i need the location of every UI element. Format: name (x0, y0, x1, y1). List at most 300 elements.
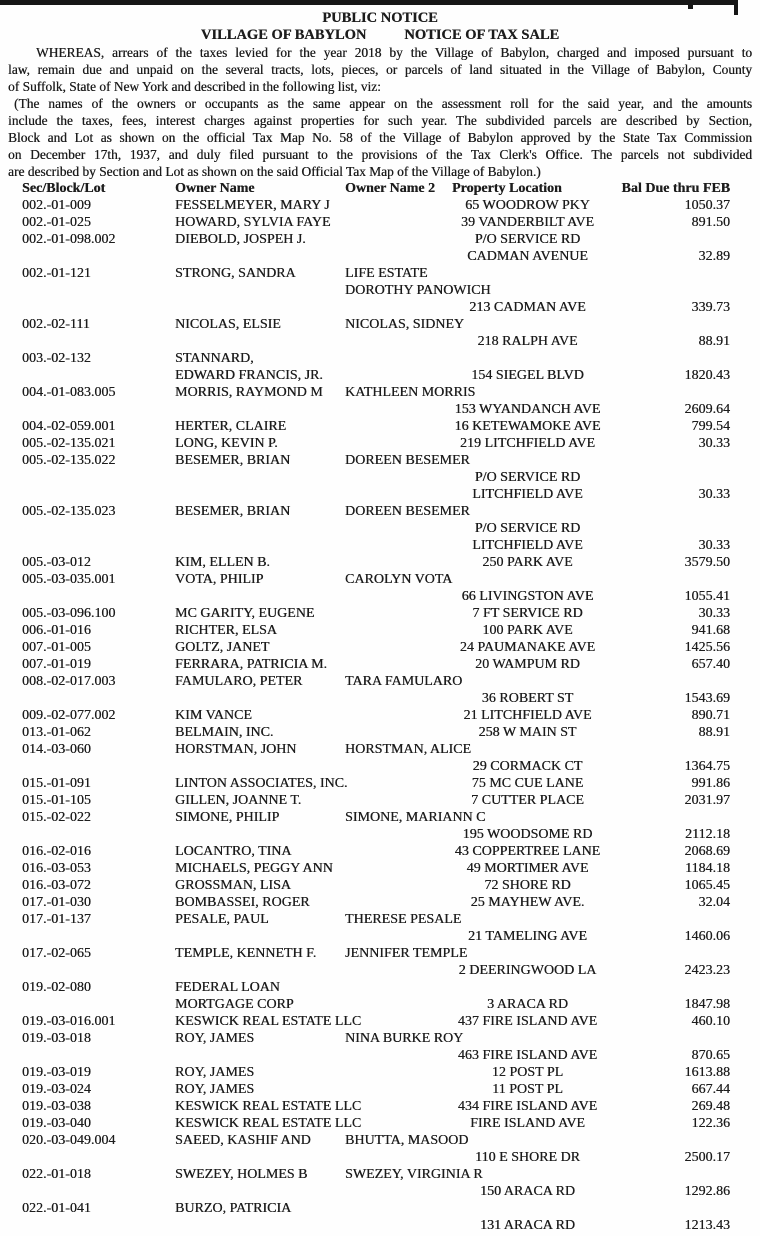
owner2-cell (345, 724, 440, 741)
location-cell: 195 WOODSOME RD (462, 827, 593, 842)
owner2-cell (345, 1183, 440, 1200)
lot-cell: 005.-03-096.100 (22, 606, 116, 621)
lot-cell: 016.-03-053 (22, 861, 91, 876)
paragraph-line: are described by Section and Lot as shown on the said Official Tax Map of the Village of Babylon.) (8, 164, 541, 179)
table-row (22, 1013, 730, 1030)
owner2-cell: TARA FAMULARO (345, 674, 463, 689)
balance-cell (615, 384, 730, 401)
owner2-cell: THERESE PESALE (345, 912, 462, 927)
balance-cell (615, 673, 730, 690)
owner-cell: MORTGAGE CORP (175, 997, 294, 1012)
location-cell: 75 MC CUE LANE (471, 776, 584, 791)
owner-cell: KIM, ELLEN B. (175, 555, 270, 570)
lot-cell: 003.-02-132 (22, 351, 91, 366)
location-cell (440, 384, 615, 401)
location-cell: P/O SERVICE RD (474, 521, 581, 536)
balance-cell: 1184.18 (685, 861, 730, 876)
lot-cell: 015.-01-105 (22, 793, 91, 808)
owner-cell: MC GARITY, EUGENE (175, 606, 315, 621)
balance-cell (615, 571, 730, 588)
owner2-cell (345, 928, 440, 945)
lot-cell: 019.-03-016.001 (22, 1014, 116, 1029)
owner2-cell (345, 469, 440, 486)
table-row (22, 384, 730, 401)
owner-cell: NICOLAS, ELSIE (175, 317, 281, 332)
table-row (22, 673, 730, 690)
lot-cell (22, 401, 175, 418)
owner2-cell (345, 588, 440, 605)
owner2-cell (345, 435, 440, 452)
location-cell: 39 VANDERBILT AVE (460, 215, 595, 230)
location-cell (440, 1132, 615, 1149)
lot-cell (22, 1047, 175, 1064)
balance-cell: 3579.50 (684, 555, 730, 570)
location-cell (440, 452, 615, 469)
owner-cell (175, 758, 345, 775)
owner2-cell (345, 486, 440, 503)
lot-cell: 014.-03-060 (22, 742, 91, 757)
owner-cell: BELMAIN, INC. (175, 725, 274, 740)
location-cell: 218 RALPH AVE (477, 334, 578, 349)
balance-cell (615, 945, 730, 962)
owner2-cell: SWEZEY, VIRGINIA R (345, 1167, 483, 1182)
balance-cell: 269.48 (691, 1099, 730, 1114)
owner-cell: BURZO, PATRICIA (175, 1201, 292, 1216)
location-cell (440, 809, 615, 826)
lot-cell: 022.-01-018 (22, 1167, 91, 1182)
location-cell: 258 W MAIN ST (478, 725, 577, 740)
owner2-cell (345, 996, 440, 1013)
balance-cell: 30.33 (698, 538, 730, 553)
lot-cell (22, 299, 175, 316)
owner-cell: ROY, JAMES (175, 1065, 255, 1080)
table-row (22, 1030, 730, 1047)
paragraph-line: include the taxes, fees, interest charges against properties for such year. The subdivided parcels are described by Section, (8, 113, 752, 128)
owner-cell (175, 826, 345, 843)
location-cell: 434 FIRE ISLAND AVE (457, 1099, 598, 1114)
table-row (22, 877, 730, 894)
lot-cell (22, 282, 175, 299)
owner2-cell (345, 554, 440, 571)
location-cell: 66 LIVINGSTON AVE (461, 589, 594, 604)
owner-cell (175, 282, 345, 299)
lot-cell: 013.-01-062 (22, 725, 91, 740)
lot-cell (22, 1149, 175, 1166)
owner2-cell: KATHLEEN MORRIS (345, 385, 476, 400)
lot-cell (22, 469, 175, 486)
lot-cell: 016.-03-072 (22, 878, 91, 893)
owner2-cell: DOREEN BESEMER (345, 453, 470, 468)
balance-cell: 2068.69 (684, 844, 730, 859)
table-row (22, 350, 730, 367)
owner-cell: VOTA, PHILIP (175, 572, 264, 587)
balance-cell: 1460.06 (684, 929, 730, 944)
table-row (22, 554, 730, 571)
balance-cell: 32.89 (698, 249, 730, 264)
location-cell: 463 FIRE ISLAND AVE (457, 1048, 598, 1063)
table-row (22, 571, 730, 588)
lot-cell: 008.-02-017.003 (22, 674, 116, 689)
owner-cell (175, 962, 345, 979)
owner2-cell (345, 860, 440, 877)
table-row (22, 520, 730, 537)
owner-cell: TEMPLE, KENNETH F. (175, 946, 317, 961)
owner-cell (175, 690, 345, 707)
lot-cell: 005.-02-135.023 (22, 504, 116, 519)
balance-cell: 941.68 (691, 623, 730, 638)
balance-cell (615, 503, 730, 520)
owner2-cell (345, 520, 440, 537)
lot-cell: 019.-03-019 (22, 1065, 91, 1080)
balance-cell: 460.10 (691, 1014, 730, 1029)
table-row (22, 316, 730, 333)
location-cell (440, 673, 615, 690)
owner2-cell (345, 401, 440, 418)
owner-cell (175, 1183, 345, 1200)
table-row (22, 401, 730, 418)
location-cell: 131 ARACA RD (480, 1218, 575, 1233)
location-cell: 65 WOODROW PKY (465, 198, 590, 213)
location-cell (440, 1166, 615, 1183)
owner-cell: LINTON ASSOCIATES, INC. (175, 776, 348, 791)
table-row (22, 911, 730, 928)
table-row (22, 248, 730, 265)
location-cell: 21 LITCHFIELD AVE (463, 708, 592, 723)
balance-cell: 1820.43 (684, 368, 730, 383)
owner-cell: ROY, JAMES (175, 1031, 255, 1046)
table-row (22, 996, 730, 1013)
location-cell (440, 741, 615, 758)
table-row (22, 928, 730, 945)
table-row (22, 537, 730, 554)
balance-cell (615, 1030, 730, 1047)
paragraph-line: law, remain due and unpaid on the several tracts, lots, pieces, or parcels of land situated in the Village of Babylon, County (8, 62, 752, 77)
balance-cell: 1543.69 (684, 691, 730, 706)
lot-cell: 020.-03-049.004 (22, 1133, 116, 1148)
table-row (22, 1047, 730, 1064)
table-row (22, 1200, 730, 1217)
location-cell (440, 265, 615, 282)
location-cell: 36 ROBERT ST (481, 691, 574, 706)
owner-cell: PESALE, PAUL (175, 912, 269, 927)
balance-cell: 1613.88 (684, 1065, 730, 1080)
owner-cell (175, 333, 345, 350)
owner-cell: STRONG, SANDRA (175, 266, 296, 281)
owner2-cell: DOREEN BESEMER (345, 504, 470, 519)
balance-cell: 1847.98 (684, 997, 730, 1012)
owner-cell (175, 1149, 345, 1166)
location-cell (440, 1200, 615, 1217)
column-divider-tick (688, 0, 693, 9)
lot-cell (22, 1217, 175, 1234)
balance-cell: 991.86 (691, 776, 730, 791)
lot-cell: 006.-01-016 (22, 623, 91, 638)
notice-paragraph (8, 44, 752, 95)
lot-cell: 002.-02-111 (22, 317, 90, 332)
owner-cell (175, 486, 345, 503)
table-row (22, 1115, 730, 1132)
owner2-cell (345, 775, 440, 792)
lot-cell: 009.-02-077.002 (22, 708, 116, 723)
location-cell: 7 CUTTER PLACE (471, 793, 584, 808)
table-row (22, 282, 730, 299)
owner-cell: DIEBOLD, JOSPEH J. (175, 232, 306, 247)
table-row (22, 469, 730, 486)
notice-subtitle (0, 27, 760, 44)
owner-cell (175, 537, 345, 554)
table-row (22, 299, 730, 316)
table-row (22, 707, 730, 724)
location-cell: 43 COPPERTREE LANE (454, 844, 601, 859)
table-row (22, 214, 730, 231)
paragraph-line: WHEREAS, arrears of the taxes levied for the year 2018 by the Village of Babylon, charged and imposed pursuant to (36, 45, 752, 60)
lot-cell: 002.-01-025 (22, 215, 91, 230)
balance-cell (615, 1200, 730, 1217)
location-cell (440, 350, 615, 367)
location-cell: 24 PAUMANAKE AVE (459, 640, 596, 655)
location-cell: 7 FT SERVICE RD (472, 606, 583, 621)
location-cell: 16 KETEWAMOKE AVE (454, 419, 601, 434)
table-row (22, 945, 730, 962)
lot-cell (22, 588, 175, 605)
lot-cell: 019.-03-040 (22, 1116, 91, 1131)
table-row (22, 452, 730, 469)
location-cell: 153 WYANDANCH AVE (454, 402, 601, 417)
owner-cell (175, 1047, 345, 1064)
table-row (22, 894, 730, 911)
location-cell: 21 TAMELING AVE (468, 929, 587, 944)
page-top-border-rule (0, 0, 738, 5)
owner2-cell: JENNIFER TEMPLE (345, 946, 468, 961)
owner2-cell (345, 792, 440, 809)
balance-cell: 2500.17 (684, 1150, 730, 1165)
owner2-cell: SIMONE, MARIANN C (345, 810, 486, 825)
table-row (22, 1064, 730, 1081)
balance-cell: 1364.75 (684, 759, 730, 774)
lot-cell: 019.-03-038 (22, 1099, 91, 1114)
lot-cell: 005.-03-012 (22, 555, 91, 570)
balance-cell: 870.65 (691, 1048, 730, 1063)
owner2-cell: LIFE ESTATE (345, 266, 428, 281)
balance-cell (615, 350, 730, 367)
owner2-cell: CAROLYN VOTA (345, 572, 453, 587)
owner-cell: KIM VANCE (175, 708, 252, 723)
location-cell: 154 SIEGEL BLVD (471, 368, 584, 383)
owner-cell: HERTER, CLAIRE (175, 419, 287, 434)
table-row (22, 231, 730, 248)
owner-cell (175, 299, 345, 316)
paragraph-line: of Suffolk, State of New York and described in the following list, viz: (8, 79, 381, 94)
table-row (22, 860, 730, 877)
location-cell: 219 LITCHFIELD AVE (459, 436, 596, 451)
owner-cell: LONG, KEVIN P. (175, 436, 278, 451)
lot-cell: 002.-01-121 (22, 266, 91, 281)
notice-subtitle-municipality: VILLAGE OF BABYLON (200, 27, 367, 43)
owner-cell (175, 928, 345, 945)
lot-cell (22, 962, 175, 979)
owner-cell: FERRARA, PATRICIA M. (175, 657, 327, 672)
lot-cell: 002.-01-009 (22, 198, 91, 213)
lot-cell (22, 486, 175, 503)
location-cell (440, 571, 615, 588)
table-row (22, 690, 730, 707)
lot-cell: 005.-03-035.001 (22, 572, 116, 587)
owner2-cell (345, 843, 440, 860)
owner-cell: BESEMER, BRIAN (175, 504, 291, 519)
balance-cell: 30.33 (698, 606, 730, 621)
location-cell: 11 POST PL (492, 1082, 563, 1097)
owner2-cell (345, 826, 440, 843)
owner2-cell (345, 1013, 440, 1030)
owner-cell: STANNARD, (175, 351, 254, 366)
lot-cell (22, 758, 175, 775)
lot-cell: 017.-01-030 (22, 895, 91, 910)
owner2-cell (345, 537, 440, 554)
balance-cell: 2423.23 (684, 963, 730, 978)
owner-cell: BOMBASSEI, ROGER (175, 895, 310, 910)
owner-cell (175, 520, 345, 537)
owner2-cell (345, 299, 440, 316)
owner2-cell (345, 622, 440, 639)
owner-cell: FESSELMEYER, MARY J (175, 198, 330, 213)
table-row (22, 605, 730, 622)
owner-cell (175, 1217, 345, 1234)
notice-subtitle-type: NOTICE OF TAX SALE (404, 27, 560, 43)
owner-cell: EDWARD FRANCIS, JR. (175, 368, 323, 383)
lot-cell (22, 826, 175, 843)
owner2-cell (345, 1200, 440, 1217)
lot-cell: 015.-02-022 (22, 810, 91, 825)
balance-cell (615, 979, 730, 996)
table-row (22, 724, 730, 741)
tax-sale-table (22, 180, 730, 1234)
owner2-cell (345, 1149, 440, 1166)
lot-cell: 017.-01-137 (22, 912, 91, 927)
owner-cell: SIMONE, PHILIP (175, 810, 280, 825)
table-row (22, 979, 730, 996)
owner2-cell: NINA BURKE ROY (345, 1031, 464, 1046)
owner2-cell: NICOLAS, SIDNEY (345, 317, 464, 332)
location-cell: FIRE ISLAND AVE (470, 1116, 585, 1131)
balance-cell: 1213.43 (684, 1218, 730, 1233)
location-cell: 2 DEERINGWOOD LA (458, 963, 597, 978)
table-row (22, 758, 730, 775)
location-cell: 49 MORTIMER AVE (466, 861, 589, 876)
location-cell (440, 1030, 615, 1047)
owner-cell: FAMULARO, PETER (175, 674, 303, 689)
lot-cell: 015.-01-091 (22, 776, 91, 791)
owner2-cell: HORSTMAN, ALICE (345, 742, 472, 757)
owner-cell: ROY, JAMES (175, 1082, 255, 1097)
balance-cell (615, 316, 730, 333)
balance-cell (615, 911, 730, 928)
table-row (22, 1132, 730, 1149)
owner2-cell (345, 1047, 440, 1064)
owner2-cell (345, 333, 440, 350)
lot-cell (22, 690, 175, 707)
balance-cell: 1050.37 (684, 198, 730, 213)
owner-cell (175, 588, 345, 605)
balance-cell: 2609.64 (684, 402, 730, 417)
location-cell (440, 503, 615, 520)
column-header-sec-block-lot: Sec/Block/Lot (22, 181, 106, 196)
owner2-cell (345, 1115, 440, 1132)
owner-cell: SWEZEY, HOLMES B (175, 1167, 308, 1182)
owner-cell: LOCANTRO, TINA (175, 844, 292, 859)
table-row (22, 656, 730, 673)
table-row (22, 265, 730, 282)
owner2-cell: DOROTHY PANOWICH (345, 283, 491, 298)
table-row (22, 197, 730, 214)
location-cell (440, 316, 615, 333)
owner2-cell (345, 639, 440, 656)
balance-cell: 88.91 (698, 334, 730, 349)
table-row (22, 333, 730, 350)
owner2-cell (345, 231, 440, 248)
table-row (22, 1081, 730, 1098)
owner-cell: BESEMER, BRIAN (175, 453, 291, 468)
owner2-cell (345, 367, 440, 384)
balance-cell (615, 1132, 730, 1149)
table-row (22, 1217, 730, 1234)
owner2-cell (345, 894, 440, 911)
location-cell: CADMAN AVENUE (467, 249, 588, 264)
balance-cell: 890.71 (691, 708, 730, 723)
balance-cell (615, 809, 730, 826)
table-row (22, 367, 730, 384)
location-cell: LITCHFIELD AVE (472, 538, 583, 553)
owner2-cell (345, 1217, 440, 1234)
owner2-cell (345, 690, 440, 707)
location-cell: 100 PARK AVE (482, 623, 573, 638)
lot-cell: 019.-02-080 (22, 980, 91, 995)
paragraph-line: Block and Lot as shown on the official Tax Map No. 58 of the Village of Babylon approved by the State Tax Commission (8, 130, 752, 145)
balance-cell: 1055.41 (684, 589, 730, 604)
balance-cell: 339.73 (691, 300, 730, 315)
column-rule-corner (734, 0, 738, 15)
owner2-cell (345, 962, 440, 979)
balance-cell: 891.50 (691, 215, 730, 230)
column-header-owner-name-2: Owner Name 2 (345, 181, 435, 196)
lot-cell (22, 1183, 175, 1200)
owner-cell (175, 401, 345, 418)
owner2-cell (345, 758, 440, 775)
notice-title: PUBLIC NOTICE (322, 10, 438, 26)
location-cell: 110 E SHORE DR (475, 1150, 580, 1165)
balance-cell: 657.40 (691, 657, 730, 672)
owner2-cell (345, 214, 440, 231)
owner-cell (175, 469, 345, 486)
location-cell: 12 POST PL (491, 1065, 564, 1080)
location-cell: LITCHFIELD AVE (472, 487, 583, 502)
location-cell: 20 WAMPUM RD (475, 657, 580, 672)
location-cell: 150 ARACA RD (480, 1184, 575, 1199)
table-row (22, 809, 730, 826)
owner2-cell (345, 197, 440, 214)
location-cell: 213 CADMAN AVE (469, 300, 586, 315)
lot-cell: 004.-02-059.001 (22, 419, 116, 434)
owner-cell: GILLEN, JOANNE T. (175, 793, 302, 808)
tax-table-body (22, 197, 730, 1234)
lot-cell (22, 537, 175, 554)
column-header-property-location: Property Location (452, 181, 562, 196)
owner-cell: GOLTZ, JANET (175, 640, 270, 655)
table-row (22, 435, 730, 452)
table-row (22, 1183, 730, 1200)
table-row (22, 588, 730, 605)
balance-cell: 1292.86 (684, 1184, 730, 1199)
lot-cell (22, 928, 175, 945)
